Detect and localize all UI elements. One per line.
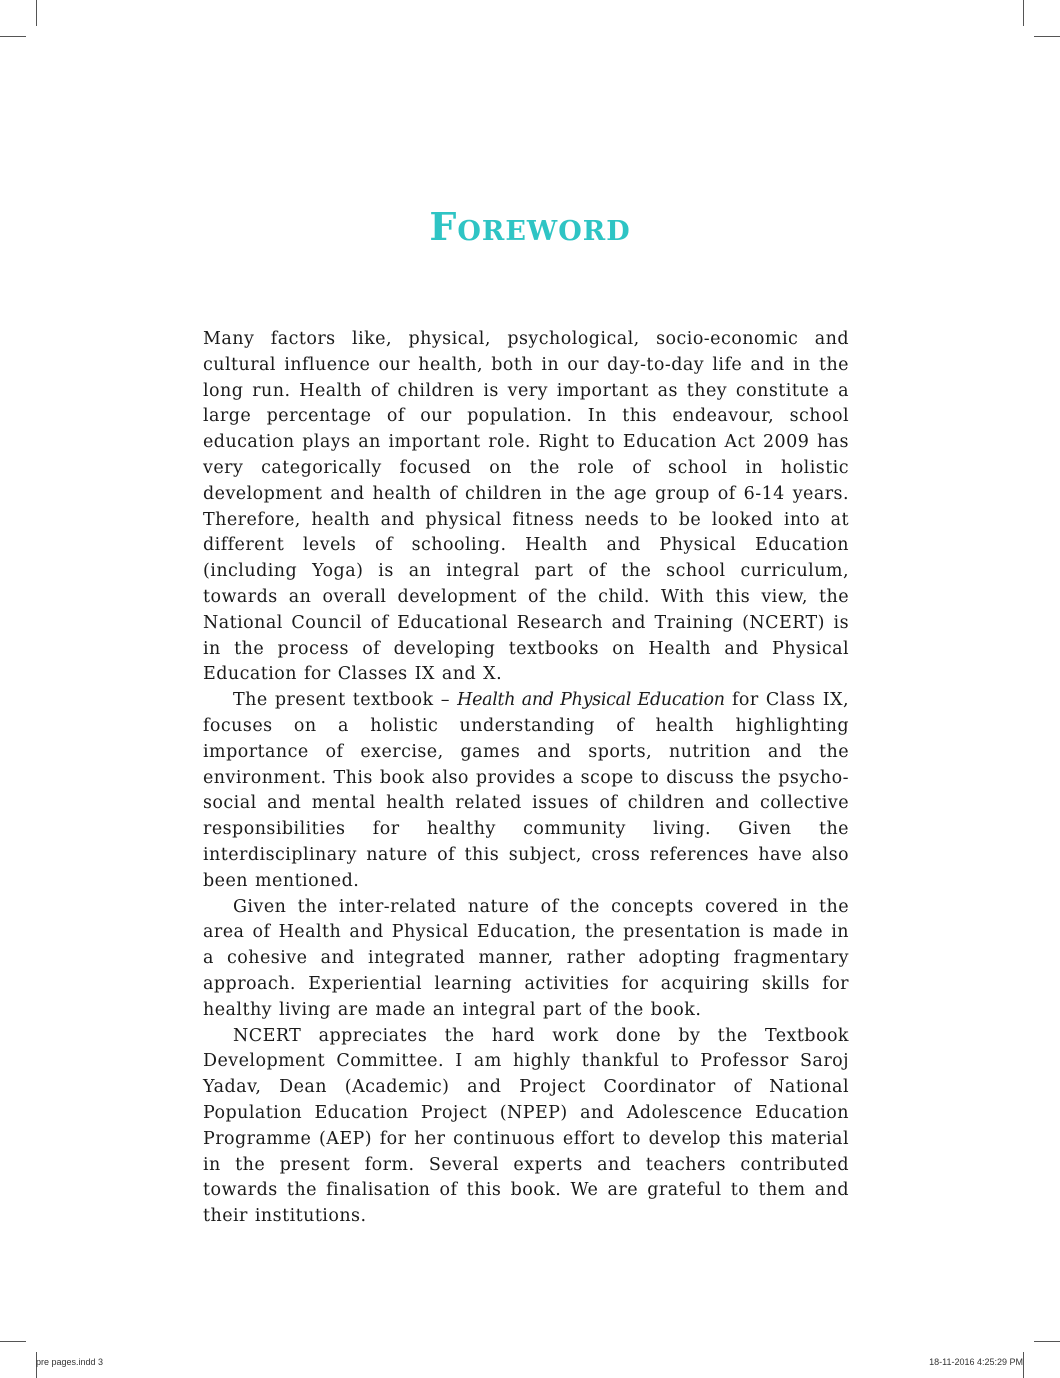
crop-mark-bottom-left-h xyxy=(0,1341,26,1342)
paragraph-4: NCERT appreciates the hard work done by the Textbook Development Committee. I am highly thankful to Professor Saroj Yadav, Dean (Academic) and Project Coordinator of National Population Education Project (NPEP) and Adolescence Education Programme (AEP) for her continuous effort to develop this material in the present form. Several experts and teachers contributed towards the finalisation of this book. We are grateful to them and their institutions. xyxy=(203,1025,849,1227)
slug-file-name: pre pages.indd 3 xyxy=(36,1357,104,1367)
crop-mark-top-left-v xyxy=(36,0,37,26)
crop-mark-top-right-v xyxy=(1023,0,1024,26)
paragraph-3: Given the inter-related nature of the concepts covered in the area of Health and Physical Education, the presentation is made in a cohesive and integrated manner, rather adopting fragmentary approach. Experiential learning activities for acquiring skills for healthy living are made an integral part of the book. xyxy=(203,896,849,1020)
page-title-initial: F xyxy=(429,204,458,249)
slug-timestamp: 18-11-2016 4:25:29 PM xyxy=(929,1357,1023,1367)
crop-mark-top-left-h xyxy=(0,36,26,37)
crop-mark-bottom-right-h xyxy=(1034,1341,1060,1342)
paragraph-2-body: IX, focuses on a holistic understanding of health highlighting importance of exercise, games and sports, nutrition and the environment. This book also provides a scope to discuss the psycho-social and mental health related issues of children and collective responsibilities for healthy community living. Given the interdisciplinary nature of this subject, cross references have also been mentioned. xyxy=(203,690,849,891)
paragraph-1: Many factors like, physical, psychological, socio-economic and cultural influence our health, both in our day-to-day life and in the long run. Health of children is very important as they constitute a large percentage of our population. In this endeavour, school education plays an important role. Right to Education Act 2009 has very categorically focused on the role of school in holistic development and health of children in the age group of 6-14 years. Therefore, health and physical fitness needs to be looked into at different levels of schooling. Health and Physical Education (including Yoga) is an integral part of the school curriculum, towards an overall development of the child. With this view, the National Council of Educational Research and Training (NCERT) is in the process of developing textbooks on Health and Physical Education for Classes IX and X. xyxy=(203,329,849,685)
page-title-rest: OREWORD xyxy=(457,216,631,247)
foreword-body xyxy=(203,327,849,1230)
paragraph-2-suffix: for Class xyxy=(724,690,823,711)
crop-mark-bottom-right-v xyxy=(1023,1352,1024,1378)
crop-mark-top-right-h xyxy=(1034,36,1060,37)
paragraph-2 xyxy=(203,688,849,894)
page-title xyxy=(0,203,1060,256)
paragraph-2-prefix: The present textbook – xyxy=(233,690,458,711)
book-title: Health and Physical Education xyxy=(457,690,725,711)
